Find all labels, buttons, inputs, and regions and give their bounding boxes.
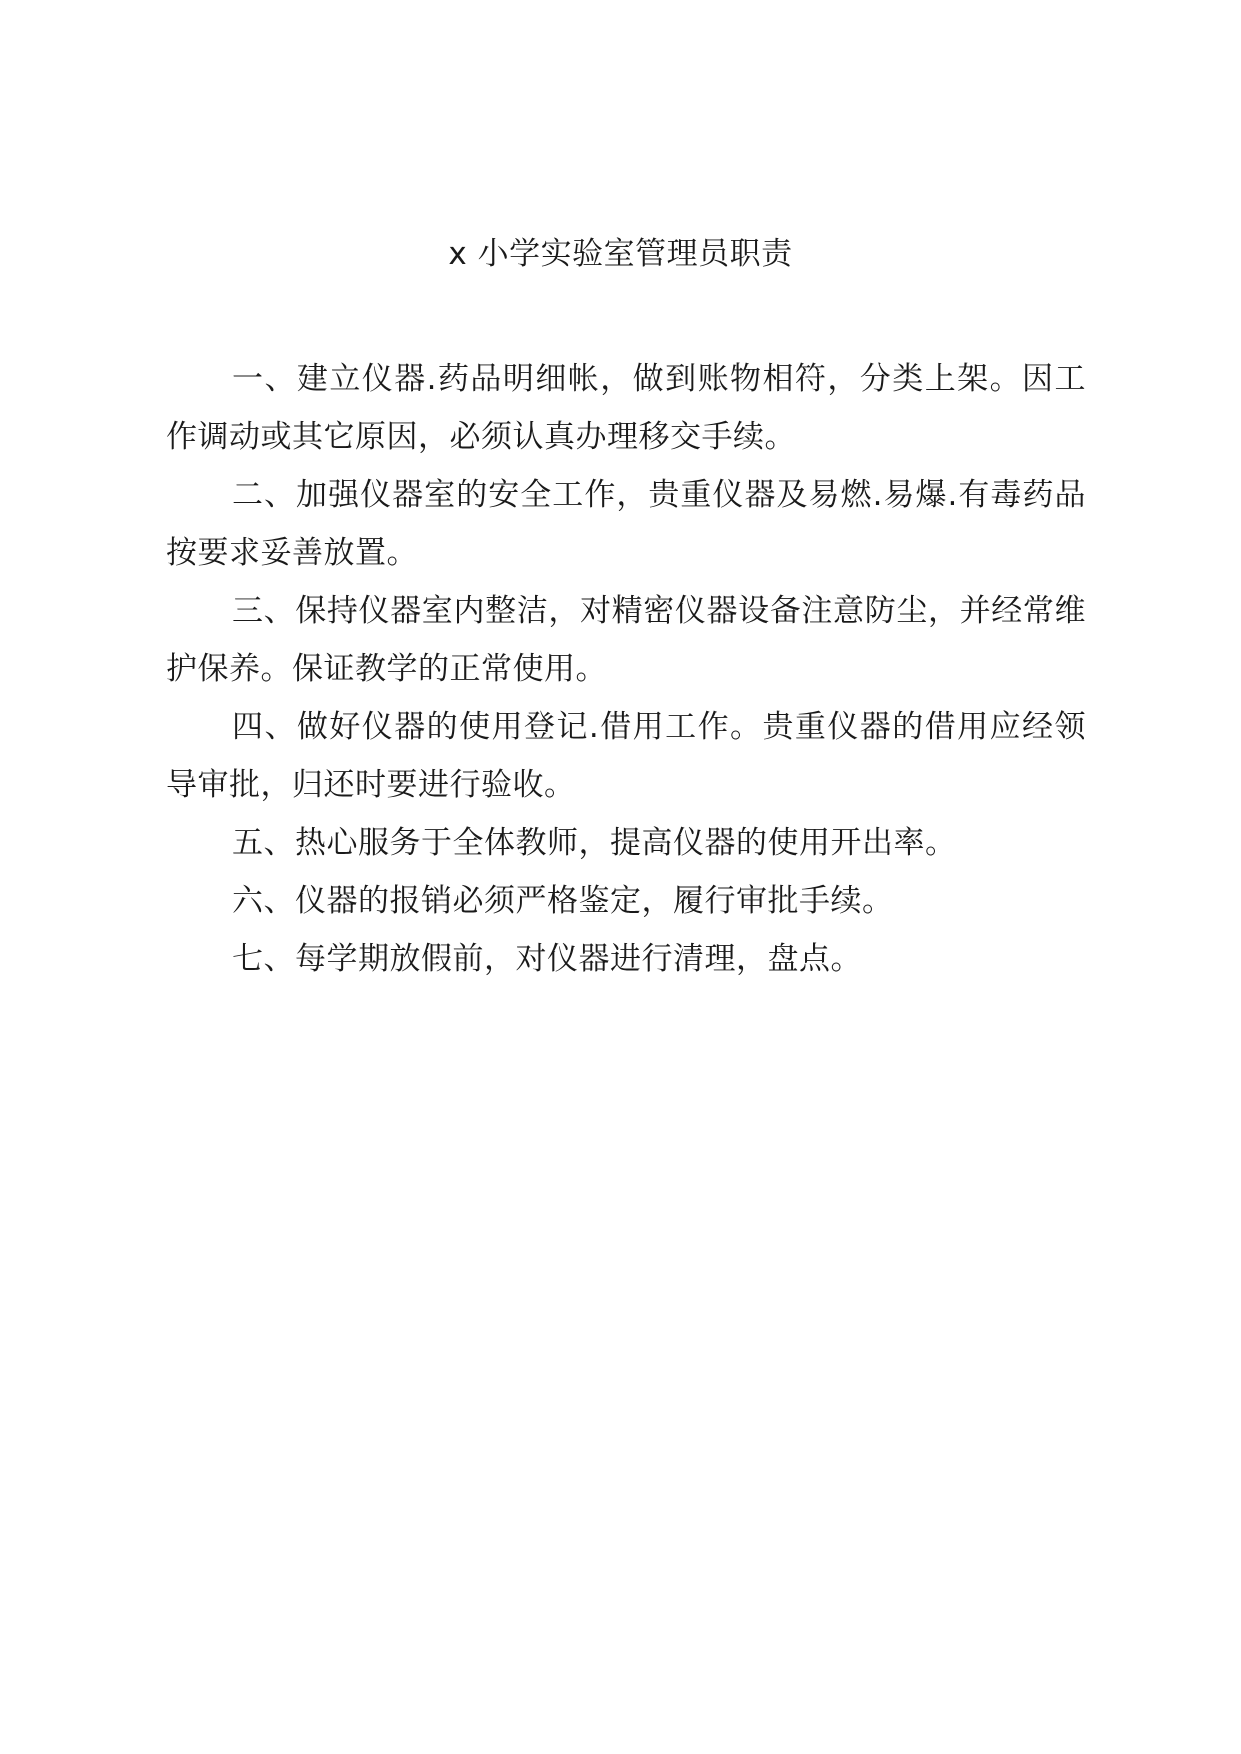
page-title: x 小学实验室管理员职责 [448, 236, 793, 272]
duty-item-2: 二、加强仪器室的安全工作，贵重仪器及易燃.易爆.有毒药品按要求妥善放置。 [166, 477, 1086, 571]
document-body [166, 350, 1086, 988]
duty-item-5: 五、热心服务于全体教师，提高仪器的使用开出率。 [232, 825, 957, 861]
duty-item-1: 一、建立仪器.药品明细帐，做到账物相符，分类上架。因工作调动或其它原因，必须认真办理移交手续。 [166, 361, 1086, 455]
duty-item-6: 六、仪器的报销必须严格鉴定，履行审批手续。 [232, 883, 894, 919]
duty-item-7: 七、每学期放假前，对仪器进行清理，盘点。 [232, 941, 862, 977]
duty-item-3: 三、保持仪器室内整洁，对精密仪器设备注意防尘，并经常维护保养。保证教学的正常使用。 [166, 593, 1086, 687]
duty-item-4: 四、做好仪器的使用登记.借用工作。贵重仪器的借用应经领导审批，归还时要进行验收。 [166, 709, 1086, 803]
